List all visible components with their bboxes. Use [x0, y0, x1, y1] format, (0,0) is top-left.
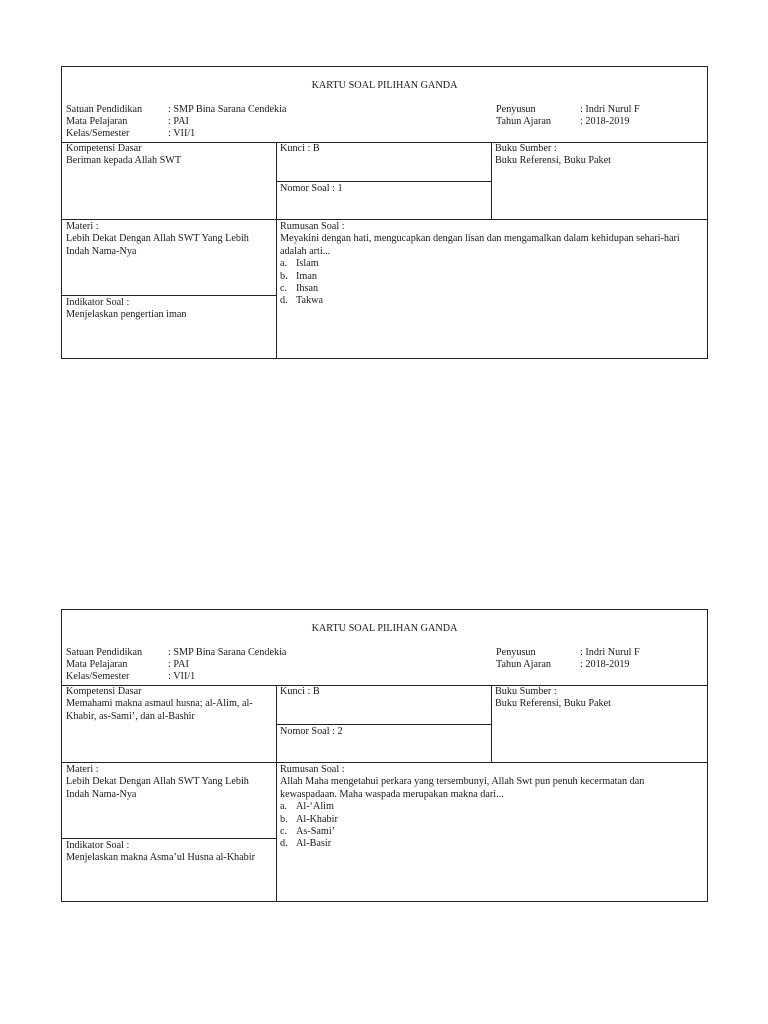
buku-sumber-cell	[491, 686, 707, 711]
materi-text: Lebih Dekat Dengan Allah SWT Yang Lebih Indah Nama-Nya	[66, 233, 249, 257]
indikator-cell	[62, 840, 276, 865]
materi-cell	[62, 764, 276, 801]
mapel-label: Mata Pelajaran	[66, 116, 128, 127]
penyusun-value: : Indri Nurul F	[580, 104, 640, 115]
option-letter: b.	[280, 813, 288, 825]
option-c	[280, 283, 703, 295]
rumusan-text: Allah Maha mengetahui perkara yang tersembunyi, Allah Swt pun penuh kecermatan dan kewaspadaan. Maha waspada merupakan makna dari...	[280, 776, 645, 800]
penyusun-value: : Indri Nurul F	[580, 647, 640, 658]
option-letter: a.	[280, 258, 288, 270]
tahun-value: : 2018-2019	[580, 116, 630, 127]
materi-cell	[62, 221, 276, 258]
card-title: KARTU SOAL PILIHAN GANDA	[311, 80, 458, 91]
nomor-soal-cell	[276, 726, 491, 738]
option-text: Islam	[296, 258, 319, 270]
indikator-label: Indikator Soal :	[66, 297, 130, 308]
kd-text: Beriman kepada Allah SWT	[66, 155, 182, 167]
satuan-value: : SMP Bina Sarana Cendekia	[168, 647, 287, 658]
option-d	[280, 295, 703, 307]
buku-text: Buku Referensi, Buku Paket	[495, 698, 612, 710]
tahun-label: Tahun Ajaran	[496, 116, 552, 127]
nomor-soal-text: Nomor Soal : 2	[280, 726, 343, 737]
option-letter: d.	[280, 295, 288, 307]
materi-label: Materi :	[66, 764, 99, 775]
rumusan-text: Meyakini dengan hati, mengucapkan dengan lisan dan mengamalkan dalam kehidupan sehari-hari adalah arti...	[280, 233, 680, 257]
rumusan-label: Rumusan Soal :	[280, 764, 345, 775]
option-text: Al-Khabir	[296, 813, 338, 825]
option-d	[280, 838, 703, 850]
card-grid	[62, 685, 707, 901]
materi-text: Lebih Dekat Dengan Allah SWT Yang Lebih Indah Nama-Nya	[66, 776, 249, 800]
option-text: As-Sami’	[296, 826, 336, 838]
buku-label: Buku Sumber :	[495, 143, 557, 154]
option-c	[280, 826, 703, 838]
question-card-2	[61, 609, 708, 902]
option-letter: c.	[280, 826, 288, 838]
option-a	[280, 258, 703, 270]
materi-label: Materi :	[66, 221, 99, 232]
tahun-label: Tahun Ajaran	[496, 659, 552, 670]
mapel-label: Mata Pelajaran	[66, 659, 128, 670]
kompetensi-dasar-cell	[62, 143, 276, 168]
kunci-cell	[276, 143, 491, 155]
option-letter: c.	[280, 283, 288, 295]
kompetensi-dasar-cell	[62, 686, 276, 723]
indikator-text: Menjelaskan pengertian iman	[66, 309, 187, 321]
option-letter: d.	[280, 838, 288, 850]
option-text: Al-Basir	[296, 838, 332, 850]
kelas-value: : VII/1	[168, 671, 196, 682]
indikator-text: Menjelaskan makna Asma’ul Husna al-Khabir	[66, 852, 255, 864]
kunci-text: Kunci : B	[280, 143, 320, 154]
satuan-label: Satuan Pendidikan	[66, 647, 143, 658]
rumusan-soal-cell	[276, 764, 707, 851]
kunci-text: Kunci : B	[280, 686, 320, 697]
option-text: Iman	[296, 270, 317, 282]
option-a	[280, 801, 703, 813]
option-text: Al-‘Alim	[296, 801, 334, 813]
penyusun-label: Penyusun	[496, 104, 536, 115]
buku-text: Buku Referensi, Buku Paket	[495, 155, 612, 167]
option-text: Ihsan	[296, 283, 319, 295]
kelas-value: : VII/1	[168, 128, 196, 139]
satuan-value: : SMP Bina Sarana Cendekia	[168, 104, 287, 115]
indikator-cell	[62, 297, 276, 322]
penyusun-label: Penyusun	[496, 647, 536, 658]
option-letter: b.	[280, 270, 288, 282]
kelas-label: Kelas/Semester	[66, 128, 130, 139]
nomor-soal-text: Nomor Soal : 1	[280, 183, 343, 194]
buku-sumber-cell	[491, 143, 707, 168]
question-card-1	[61, 66, 708, 359]
card-grid	[62, 142, 707, 358]
kunci-cell	[276, 686, 491, 698]
mapel-value: : PAI	[168, 116, 189, 127]
satuan-label: Satuan Pendidikan	[66, 104, 143, 115]
rumusan-label: Rumusan Soal :	[280, 221, 345, 232]
option-b	[280, 271, 703, 283]
nomor-soal-cell	[276, 183, 491, 195]
card-title: KARTU SOAL PILIHAN GANDA	[311, 623, 458, 634]
buku-label: Buku Sumber :	[495, 686, 557, 697]
kd-text: Memahami makna asmaul husna; al-Alim, al-Khabir, as-Sami’, dan al-Bashir	[66, 698, 253, 722]
kelas-label: Kelas/Semester	[66, 671, 130, 682]
tahun-value: : 2018-2019	[580, 659, 630, 670]
mapel-value: : PAI	[168, 659, 189, 670]
rumusan-soal-cell	[276, 221, 707, 308]
option-b	[280, 814, 703, 826]
indikator-label: Indikator Soal :	[66, 840, 130, 851]
option-letter: a.	[280, 801, 288, 813]
kd-label: Kompetensi Dasar	[66, 143, 142, 154]
option-text: Takwa	[296, 295, 324, 307]
kd-label: Kompetensi Dasar	[66, 686, 142, 697]
card-header-info	[66, 104, 707, 144]
card-header-info	[66, 647, 707, 687]
